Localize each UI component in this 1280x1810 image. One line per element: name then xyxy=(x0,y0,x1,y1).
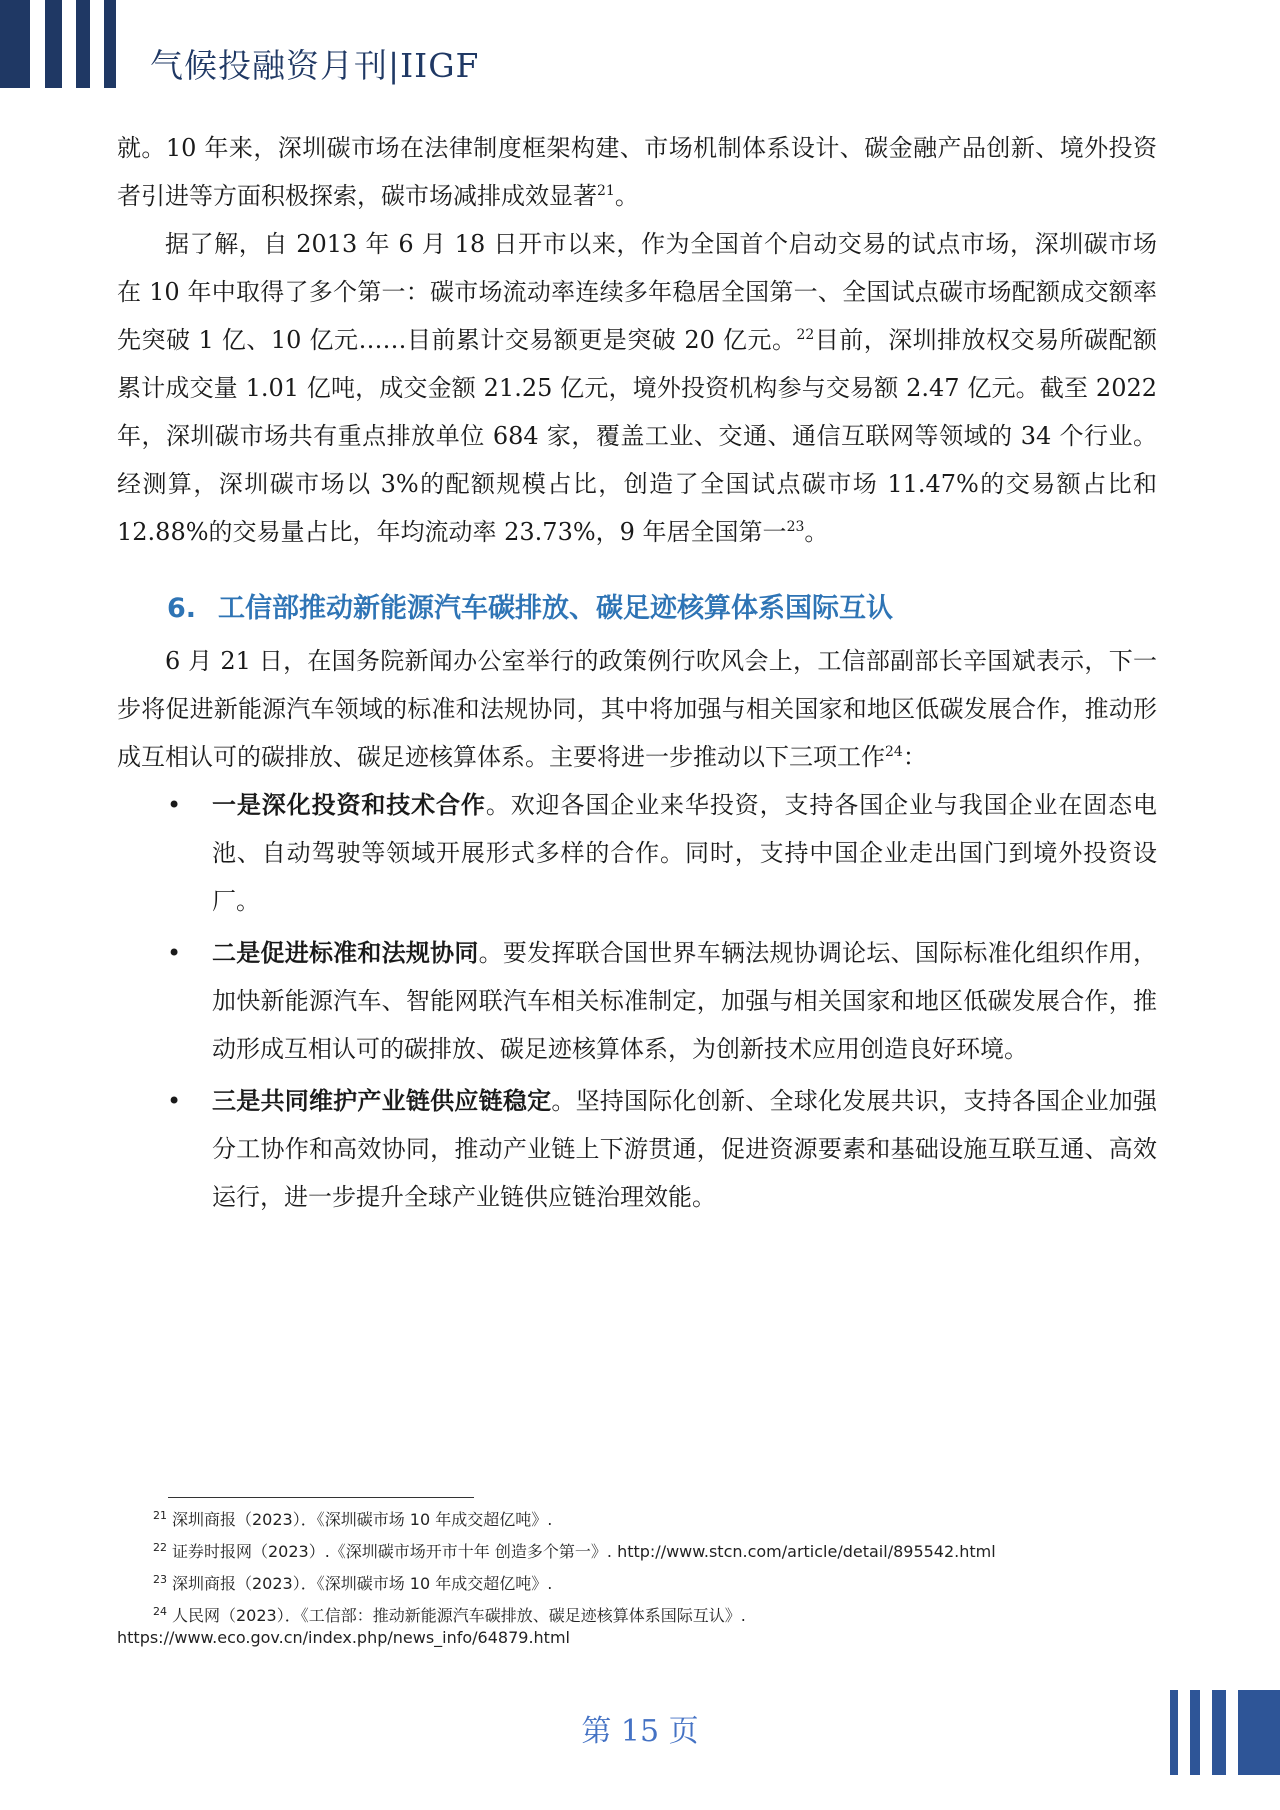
main-content xyxy=(117,124,1157,1225)
footnote-ref-24[interactable]: 24 xyxy=(885,744,903,760)
footer-bar-2 xyxy=(1190,1690,1200,1775)
section-title: 工信部推动新能源汽车碳排放、碳足迹核算体系国际互认 xyxy=(218,593,894,624)
footnote-number: 22 xyxy=(153,1541,167,1554)
header-bar-2 xyxy=(45,0,62,88)
list-item-text xyxy=(212,929,1157,1073)
header-title: 气候投融资月刊|IIGF xyxy=(150,46,480,85)
footnote-ref-23[interactable]: 23 xyxy=(786,519,805,535)
header-bar-4 xyxy=(104,0,116,88)
list-item xyxy=(117,1077,1157,1221)
footer-bar-4 xyxy=(1238,1690,1280,1775)
footnote-24 xyxy=(117,1606,1197,1626)
paragraph-2 xyxy=(117,220,1157,556)
paragraph-3 xyxy=(117,637,1157,781)
list-item-body: 。欢迎各国企业来华投资，支持各国企业与我国企业在固态电池、自动驾驶等领域开展形式多样的合作。同时，支持中国企业走出国门到境外投资设厂。 xyxy=(212,791,1157,915)
paragraph-2-end: 。 xyxy=(804,518,829,546)
paragraph-1 xyxy=(117,124,1157,220)
paragraph-2b-text: 目前，深圳排放权交易所碳配额累计成交量 1.01 亿吨，成交金额 21.25 亿元，境外投资机构参与交易额 2.47 亿元。截至 2022 年，深圳碳市场共有重点排放单位 684 家，覆盖工业、交通、通信互联网等领域的 34 个行业。经测算，深圳碳市场以 3%的配额规模占比，创造了全国试点碳市场 11.47%的交易额占比和 12.88%的交易量占比，年均流动率 23.73%，9 年居全国第一 xyxy=(117,326,1157,546)
paragraph-3-end: ： xyxy=(902,743,927,771)
header-bar-3 xyxy=(76,0,90,88)
paragraph-2a-text: 据了解，自 2013 年 6 月 18 日开市以来，作为全国首个启动交易的试点市场，深圳碳市场在 10 年中取得了多个第一：碳市场流动率连续多年稳居全国第一、全国试点碳市场配额成交额率先突破 1 亿、10 亿元……目前累计交易额更是突破 20 亿元。 xyxy=(117,230,1157,354)
footnote-number: 21 xyxy=(153,1509,167,1522)
footnote-number: 23 xyxy=(153,1573,167,1586)
list-item-body: 。要发挥联合国世界车辆法规协调论坛、国际标准化组织作用，加快新能源汽车、智能网联汽车相关标准制定，加强与相关国家和地区低碳发展合作，推动形成互相认可的碳排放、碳足迹核算体系，为创新技术应用创造良好环境。 xyxy=(212,939,1158,1063)
footnote-22 xyxy=(117,1542,1197,1562)
list-item-body: 。坚持国际化创新、全球化发展共识，支持各国企业加强分工协作和高效协同，推动产业链上下游贯通，促进资源要素和基础设施互联互通、高效运行，进一步提升全球产业链供应链治理效能。 xyxy=(212,1087,1158,1211)
footnote-ref-21[interactable]: 21 xyxy=(597,183,615,199)
footnote-separator xyxy=(168,1497,474,1498)
list-item-text xyxy=(212,781,1157,925)
section-heading xyxy=(167,586,1157,625)
footnote-url[interactable]: https://www.eco.gov.cn/index.php/news_info/64879.html xyxy=(117,1628,570,1647)
footnote-text: 人民网（2023）．《工信部：推动新能源汽车碳排放、碳足迹核算体系国际互认》. xyxy=(172,1606,746,1625)
footer-bar-3 xyxy=(1212,1690,1226,1775)
footnote-number: 24 xyxy=(153,1605,167,1618)
paragraph-3-text: 6 月 21 日，在国务院新闻办公室举行的政策例行吹风会上，工信部副部长辛国斌表示，下一步将促进新能源汽车领域的标准和法规协同，其中将加强与相关国家和地区低碳发展合作，推动形成互相认可的碳排放、碳足迹核算体系。主要将进一步推动以下三项工作 xyxy=(117,647,1157,771)
paragraph-1-text: 就。10 年来，深圳碳市场在法律制度框架构建、市场机制体系设计、碳金融产品创新、境外投资者引进等方面积极探索，碳市场减排成效显著 xyxy=(117,134,1157,210)
footnote-23 xyxy=(117,1574,1197,1594)
bullet-icon: • xyxy=(167,1087,182,1115)
footnote-text[interactable]: 证券时报网（2023）.《深圳碳市场开市十年 创造多个第一》. http://www.stcn.com/article/detail/895542.html xyxy=(172,1542,996,1561)
list-item xyxy=(117,781,1157,925)
footnote-ref-22[interactable]: 22 xyxy=(796,327,815,343)
footer-bar-1 xyxy=(1170,1690,1178,1775)
list-item xyxy=(117,929,1157,1073)
list-item-bold: 一是深化投资和技术合作 xyxy=(212,791,486,819)
list-item-bold: 三是共同维护产业链供应链稳定 xyxy=(212,1087,552,1115)
footnote-21 xyxy=(117,1510,1197,1530)
footnote-text: 深圳商报（2023）．《深圳碳市场 10 年成交超亿吨》. xyxy=(172,1574,553,1593)
bullet-list xyxy=(117,781,1157,1221)
header-bar-1 xyxy=(0,0,30,88)
list-item-bold: 二是促进标准和法规协同 xyxy=(212,939,479,967)
paragraph-1-end: 。 xyxy=(614,182,639,210)
bullet-icon: • xyxy=(167,939,182,967)
section-number: 6. xyxy=(167,593,197,624)
bullet-icon: • xyxy=(167,791,182,819)
footnote-text: 深圳商报（2023）．《深圳碳市场 10 年成交超亿吨》. xyxy=(172,1510,553,1529)
list-item-text xyxy=(212,1077,1157,1221)
page-number: 第 15 页 xyxy=(581,1714,699,1749)
footnotes xyxy=(117,1510,1197,1647)
